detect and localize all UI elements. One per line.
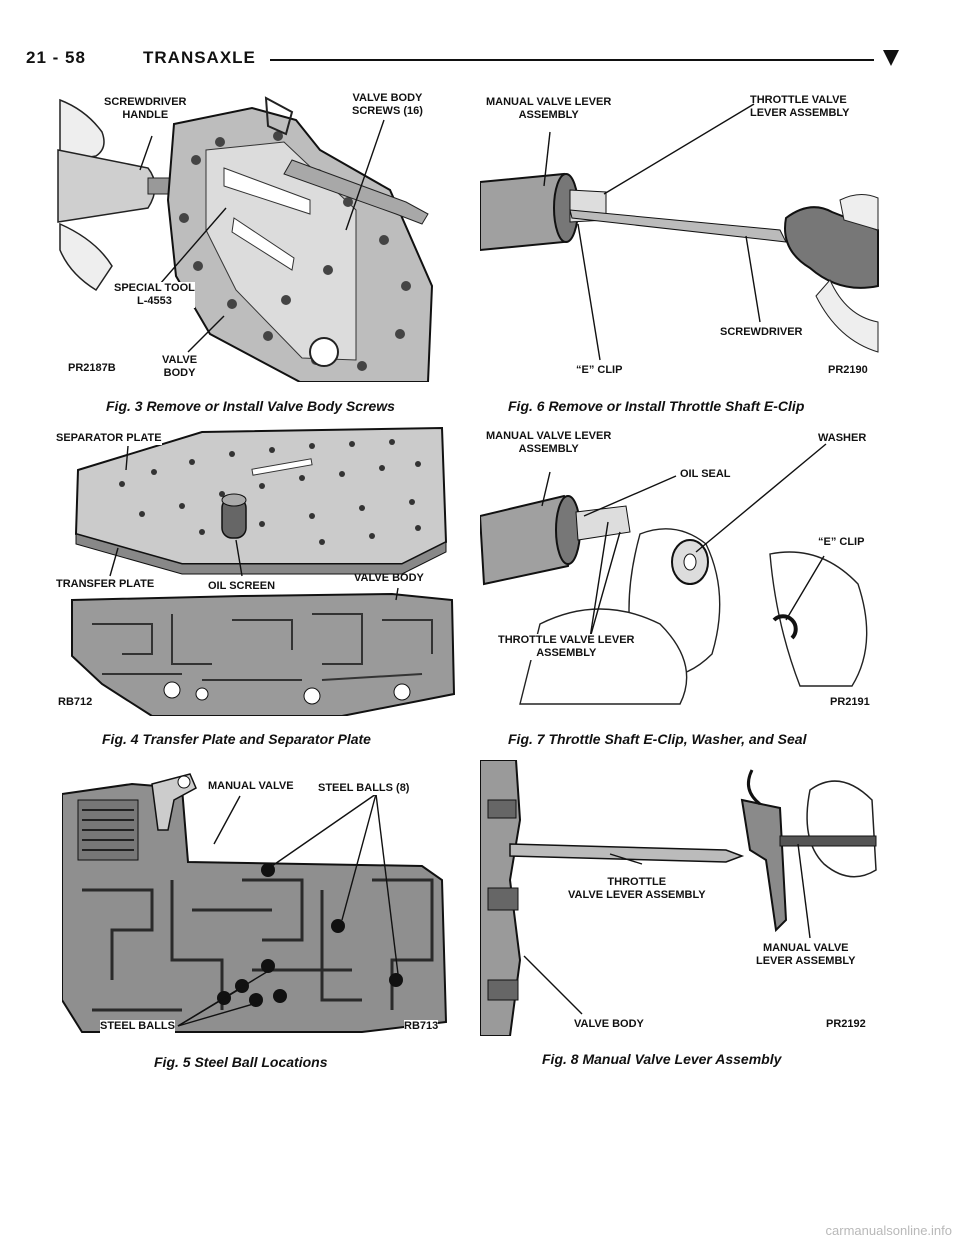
header-triangle-icon — [883, 50, 899, 66]
fig3-illustration — [56, 90, 456, 382]
label-valve-body: VALVE BODY — [574, 1018, 644, 1030]
fig5-code: RB713 — [404, 1020, 439, 1032]
label-e-clip: “E” CLIP — [576, 364, 623, 376]
label-separator-plate: SEPARATOR PLATE — [56, 432, 162, 444]
label-e-clip: “E” CLIP — [818, 536, 865, 548]
fig4-illustration — [62, 424, 458, 716]
section-title: TRANSAXLE — [143, 48, 256, 67]
header-rule — [270, 59, 874, 61]
fig6-code: PR2190 — [828, 364, 868, 376]
fig3-caption: Fig. 3 Remove or Install Valve Body Screws — [106, 398, 395, 414]
label-transfer-plate: TRANSFER PLATE — [56, 578, 155, 590]
label-manual-valve-lever: MANUAL VALVE LEVER ASSEMBLY — [756, 942, 856, 967]
fig7-caption: Fig. 7 Throttle Shaft E-Clip, Washer, and Seal — [508, 731, 807, 747]
label-steel-balls-8: STEEL BALLS (8) — [318, 782, 410, 794]
fig7-code: PR2191 — [830, 696, 870, 708]
label-valve-body: VALVE BODY — [354, 572, 424, 584]
fig6-caption: Fig. 6 Remove or Install Throttle Shaft E-Clip — [508, 398, 805, 414]
figure-5 — [62, 760, 458, 1036]
fig5-illustration — [62, 760, 458, 1036]
label-washer: WASHER — [818, 432, 867, 444]
page-number: 21 - 58 — [26, 48, 86, 67]
label-special-tool: SPECIAL TOOL L-4553 — [114, 282, 195, 307]
label-oil-screen: OIL SCREEN — [208, 580, 276, 592]
figure-8 — [480, 760, 880, 1036]
figure-7 — [480, 424, 880, 716]
page-header — [26, 44, 936, 74]
label-valve-body-screws: VALVE BODY SCREWS (16) — [352, 92, 423, 117]
fig3-code: PR2187B — [68, 362, 116, 374]
label-valve-body: VALVE BODY — [162, 354, 198, 379]
fig8-code: PR2192 — [826, 1018, 866, 1030]
label-screwdriver: SCREWDRIVER — [720, 326, 803, 338]
label-manual-valve: MANUAL VALVE — [208, 780, 294, 792]
fig5-caption: Fig. 5 Steel Ball Locations — [154, 1054, 328, 1070]
fig4-caption: Fig. 4 Transfer Plate and Separator Plate — [102, 731, 371, 747]
fig4-code: RB712 — [58, 696, 93, 708]
fig8-caption: Fig. 8 Manual Valve Lever Assembly — [542, 1051, 782, 1067]
figure-6 — [480, 90, 880, 382]
fig6-illustration — [480, 90, 880, 382]
label-manual-valve-lever: MANUAL VALVE LEVER ASSEMBLY — [486, 430, 612, 455]
label-steel-balls: STEEL BALLS — [100, 1020, 175, 1032]
label-throttle-valve-lever: THROTTLE VALVE LEVER ASSEMBLY — [498, 634, 635, 659]
label-oil-seal: OIL SEAL — [680, 468, 731, 480]
label-screwdriver-handle: SCREWDRIVER HANDLE — [104, 96, 187, 121]
figure-3 — [56, 90, 456, 382]
label-throttle-valve-lever: THROTTLE VALVE LEVER ASSEMBLY — [568, 876, 706, 901]
watermark: carmanualsonline.info — [825, 1223, 952, 1238]
label-manual-valve-lever: MANUAL VALVE LEVER ASSEMBLY — [486, 96, 612, 121]
label-throttle-valve-lever: THROTTLE VALVE LEVER ASSEMBLY — [750, 94, 850, 119]
figure-4 — [56, 424, 458, 716]
